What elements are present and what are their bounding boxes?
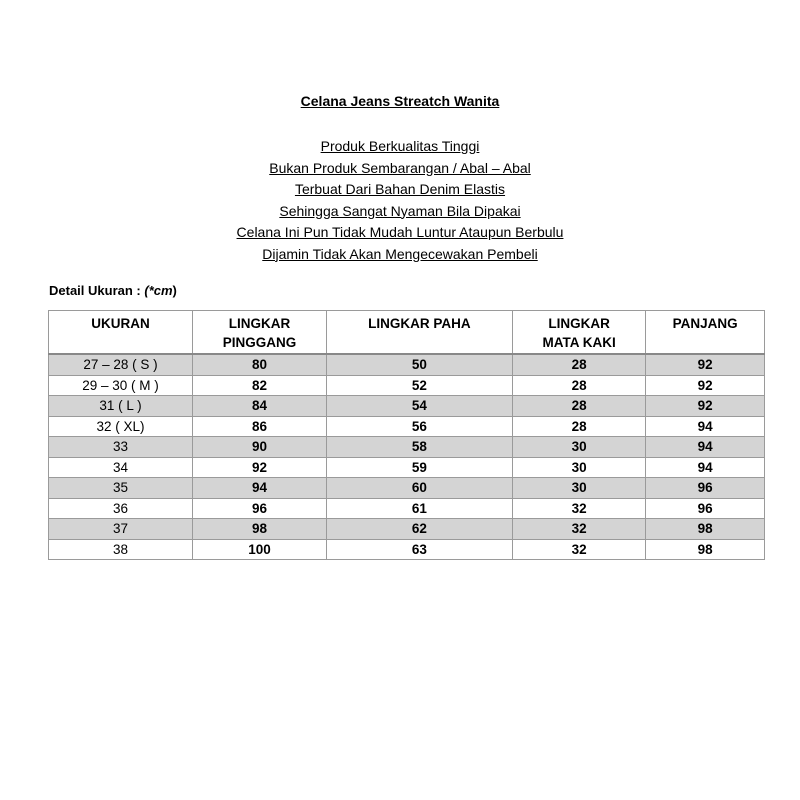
measurement-cell: 28 bbox=[512, 396, 645, 417]
measurement-cell: 82 bbox=[193, 375, 327, 396]
tagline: Terbuat Dari Bahan Denim Elastis bbox=[294, 181, 506, 197]
measurement-cell: 84 bbox=[193, 396, 327, 417]
size-cell: 27 – 28 ( S ) bbox=[49, 354, 193, 375]
measurement-cell: 96 bbox=[193, 498, 327, 519]
column-header bbox=[646, 311, 765, 355]
measurement-cell: 98 bbox=[646, 519, 765, 540]
table-row bbox=[49, 396, 765, 417]
measurement-cell: 96 bbox=[646, 498, 765, 519]
measurement-cell: 92 bbox=[193, 457, 327, 478]
size-cell: 35 bbox=[49, 478, 193, 499]
column-header bbox=[512, 311, 645, 355]
measurement-cell: 50 bbox=[326, 354, 512, 375]
tagline: Bukan Produk Sembarangan / Abal – Abal bbox=[269, 159, 531, 176]
measurement-cell: 28 bbox=[512, 416, 645, 437]
measurement-cell: 58 bbox=[326, 437, 512, 458]
detail-unit: (*cm bbox=[144, 283, 173, 298]
table-row bbox=[49, 437, 765, 458]
tagline: Celana Ini Pun Tidak Mudah Luntur Ataupun Berbulu bbox=[236, 224, 564, 240]
measurement-cell: 94 bbox=[646, 437, 765, 458]
measurement-cell: 60 bbox=[326, 478, 512, 499]
measurement-cell: 30 bbox=[512, 457, 645, 478]
page-title: Celana Jeans Streatch Wanita bbox=[300, 93, 500, 109]
column-header-line: UKURAN bbox=[91, 316, 150, 331]
column-header-line: PANJANG bbox=[672, 316, 738, 331]
column-header bbox=[326, 311, 512, 355]
measurement-cell: 94 bbox=[646, 457, 765, 478]
measurement-cell: 32 bbox=[512, 498, 645, 519]
table-row bbox=[49, 416, 765, 437]
measurement-cell: 56 bbox=[326, 416, 512, 437]
size-cell: 31 ( L ) bbox=[49, 396, 193, 417]
detail-label bbox=[49, 283, 177, 298]
measurement-cell: 100 bbox=[193, 539, 327, 560]
column-header-line: MATA KAKI bbox=[542, 335, 616, 350]
column-header bbox=[193, 311, 327, 355]
table-row bbox=[49, 478, 765, 499]
measurement-cell: 98 bbox=[646, 539, 765, 560]
table-row bbox=[49, 375, 765, 396]
size-cell: 32 ( XL) bbox=[49, 416, 193, 437]
column-header-line: LINGKAR bbox=[548, 316, 610, 331]
size-cell: 37 bbox=[49, 519, 193, 540]
measurement-cell: 30 bbox=[512, 437, 645, 458]
tagline: Produk Berkualitas Tinggi bbox=[320, 138, 480, 154]
measurement-cell: 63 bbox=[326, 539, 512, 560]
measurement-cell: 30 bbox=[512, 478, 645, 499]
measurement-cell: 61 bbox=[326, 498, 512, 519]
measurement-cell: 80 bbox=[193, 354, 327, 375]
size-cell: 29 – 30 ( M ) bbox=[49, 375, 193, 396]
detail-close: ) bbox=[172, 283, 177, 298]
table-row bbox=[49, 354, 765, 375]
measurement-cell: 28 bbox=[512, 375, 645, 396]
tagline: Dijamin Tidak Akan Mengecewakan Pembeli bbox=[262, 245, 538, 262]
size-cell: 36 bbox=[49, 498, 193, 519]
measurement-cell: 54 bbox=[326, 396, 512, 417]
measurement-cell: 52 bbox=[326, 375, 512, 396]
column-header bbox=[49, 311, 193, 355]
column-header-line: LINGKAR PAHA bbox=[368, 316, 471, 331]
column-header-line: LINGKAR bbox=[228, 316, 291, 331]
measurement-cell: 59 bbox=[326, 457, 512, 478]
column-header-line: PINGGANG bbox=[222, 335, 297, 350]
measurement-cell: 86 bbox=[193, 416, 327, 437]
size-cell: 38 bbox=[49, 539, 193, 560]
measurement-cell: 94 bbox=[193, 478, 327, 499]
size-cell: 33 bbox=[49, 437, 193, 458]
detail-label-text: Detail Ukuran : bbox=[49, 283, 145, 298]
table-row bbox=[49, 498, 765, 519]
measurement-cell: 96 bbox=[646, 478, 765, 499]
tagline: Sehingga Sangat Nyaman Bila Dipakai bbox=[279, 202, 521, 219]
measurement-cell: 28 bbox=[512, 354, 645, 375]
measurement-cell: 92 bbox=[646, 396, 765, 417]
measurement-cell: 92 bbox=[646, 375, 765, 396]
taglines bbox=[0, 136, 800, 265]
measurement-cell: 32 bbox=[512, 539, 645, 560]
measurement-cell: 98 bbox=[193, 519, 327, 540]
table-row bbox=[49, 457, 765, 478]
size-table bbox=[48, 310, 765, 560]
measurement-cell: 94 bbox=[646, 416, 765, 437]
measurement-cell: 62 bbox=[326, 519, 512, 540]
table-row bbox=[49, 539, 765, 560]
table-header-row bbox=[49, 311, 765, 355]
size-cell: 34 bbox=[49, 457, 193, 478]
measurement-cell: 90 bbox=[193, 437, 327, 458]
table-row bbox=[49, 519, 765, 540]
measurement-cell: 92 bbox=[646, 354, 765, 375]
measurement-cell: 32 bbox=[512, 519, 645, 540]
